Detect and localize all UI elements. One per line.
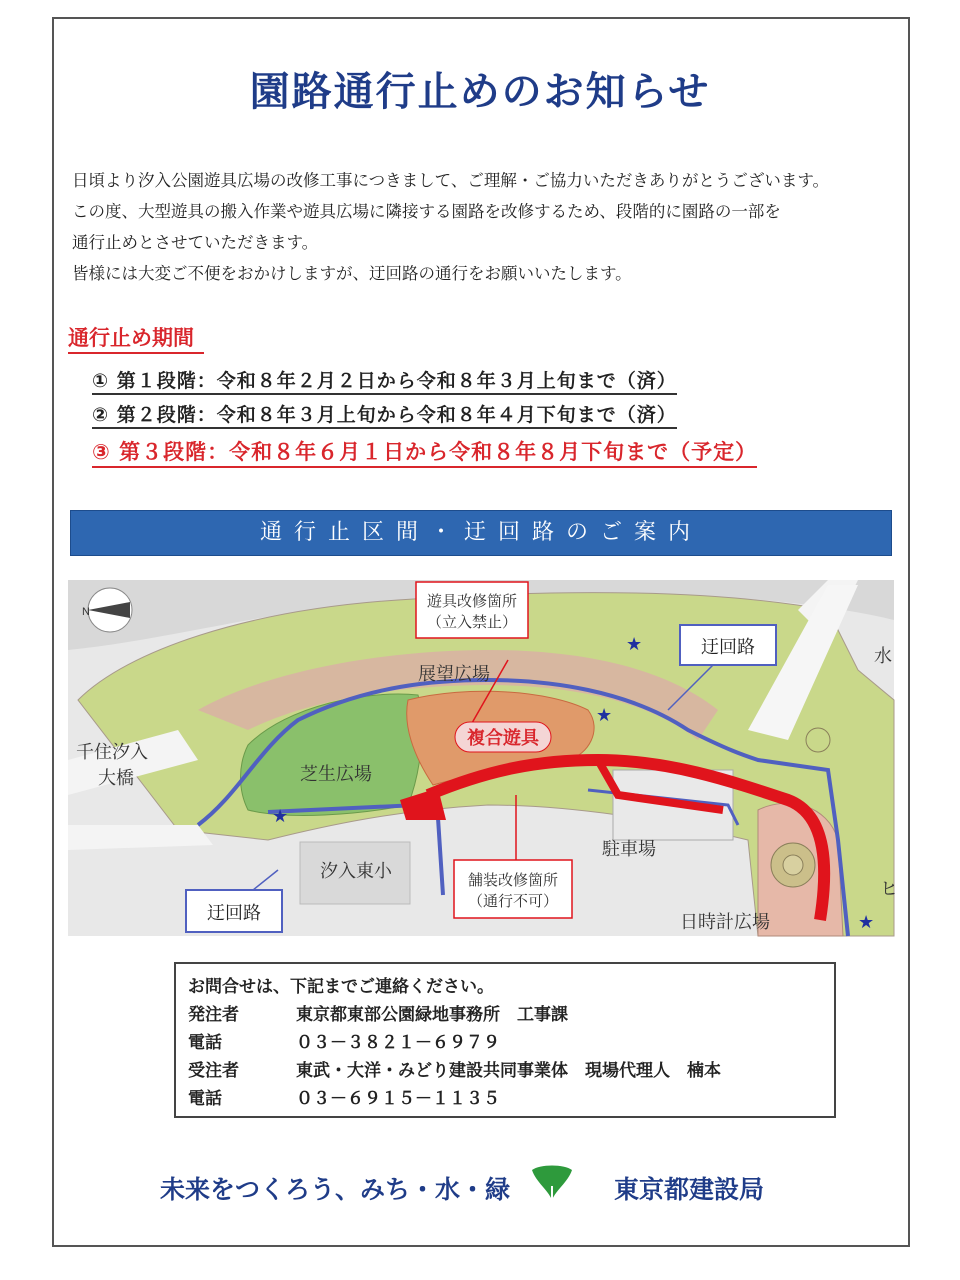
stage-3: ③ 第３段階：令和８年６月１日から令和８年８月下旬まで（予定） <box>92 436 757 468</box>
contact-label: 電話 <box>188 1089 222 1109</box>
label-bridge-2: 大橋 <box>98 768 134 789</box>
contact-intro: お問合せは、下記までご連絡ください。 <box>188 977 494 997</box>
label-school: 汐入東小 <box>320 861 392 882</box>
compass-label: N <box>82 606 90 618</box>
star-icon: ★ <box>626 634 643 655</box>
detour-label-bottom: 迂回路 <box>207 903 261 924</box>
contact-row <box>188 1084 500 1109</box>
intro-line: 通行止めとさせていただきます。 <box>72 233 319 252</box>
intro-line: 日頃より汐入公園遊具広場の改修工事につきまして、ご理解・ご協力いただきありがとうございます。 <box>72 171 830 190</box>
label-edge-water: 水 <box>874 646 892 667</box>
label-sundial-plaza: 日時計広場 <box>680 912 770 933</box>
intro-line: 皆様には大変ご不便をおかけしますが、迂回路の通行をお願いいたします。 <box>72 264 632 283</box>
label-edge-hi: ヒ <box>880 879 898 900</box>
stage-1: ① 第１段階：令和８年２月２日から令和８年３月上旬まで（済） <box>92 366 677 395</box>
intro-line: この度、大型遊具の搬入作業や遊具広場に隣接する園路を改修するため、段階的に園路の一部を <box>72 202 781 221</box>
closure-period-heading: 通行止め期間 <box>68 322 204 354</box>
label-bridge-1: 千住汐入 <box>76 742 148 763</box>
callout-pavement-line1: 舗装改修箇所 <box>467 871 559 889</box>
contact-value: 東武・大洋・みどり建設共同事業体 現場代理人 楠本 <box>296 1061 721 1081</box>
contact-label: 受注者 <box>188 1061 239 1081</box>
contact-box <box>174 962 836 1118</box>
contact-phone: ０３－６９１５－１１３５ <box>296 1089 500 1109</box>
ginkgo-logo-icon <box>530 1160 574 1204</box>
star-icon: ★ <box>858 912 875 933</box>
contact-value: 東京都東部公園緑地事務所 工事課 <box>296 1005 568 1025</box>
contact-label: 電話 <box>188 1033 222 1053</box>
label-lawn-plaza: 芝生広場 <box>300 764 372 785</box>
contact-row <box>188 1056 721 1081</box>
contact-row <box>188 1000 568 1025</box>
footer-slogan: 未来をつくろう、みち・水・緑 <box>160 1175 511 1204</box>
label-observation-plaza: 展望広場 <box>418 664 490 685</box>
stage-2: ② 第２段階：令和８年３月上旬から令和８年４月下旬まで（済） <box>92 400 677 429</box>
callout-playground-line1: 遊具改修箇所 <box>426 592 518 610</box>
intro-text <box>72 165 902 289</box>
contact-row <box>188 1028 500 1053</box>
callout-pavement-line2: （通行不可） <box>467 892 559 910</box>
label-combined-equipment: 複合遊具 <box>467 728 539 749</box>
contact-label: 発注者 <box>188 1005 239 1025</box>
footer-organization: 東京都建設局 <box>614 1175 765 1204</box>
label-parking: 駐車場 <box>602 839 656 860</box>
sundial-center <box>783 855 803 875</box>
callout-playground-line2: （立入禁止） <box>426 613 518 631</box>
roundabout <box>806 728 830 752</box>
map-banner: 通行止区間・迂回路のご案内 <box>70 510 892 556</box>
contact-phone: ０３－３８２１－６９７９ <box>296 1033 500 1053</box>
star-icon: ★ <box>272 806 289 827</box>
star-icon: ★ <box>596 705 613 726</box>
detour-label-top: 迂回路 <box>701 637 755 658</box>
page-title: 園路通行止めのお知らせ <box>249 69 711 115</box>
closure-map <box>68 580 898 936</box>
